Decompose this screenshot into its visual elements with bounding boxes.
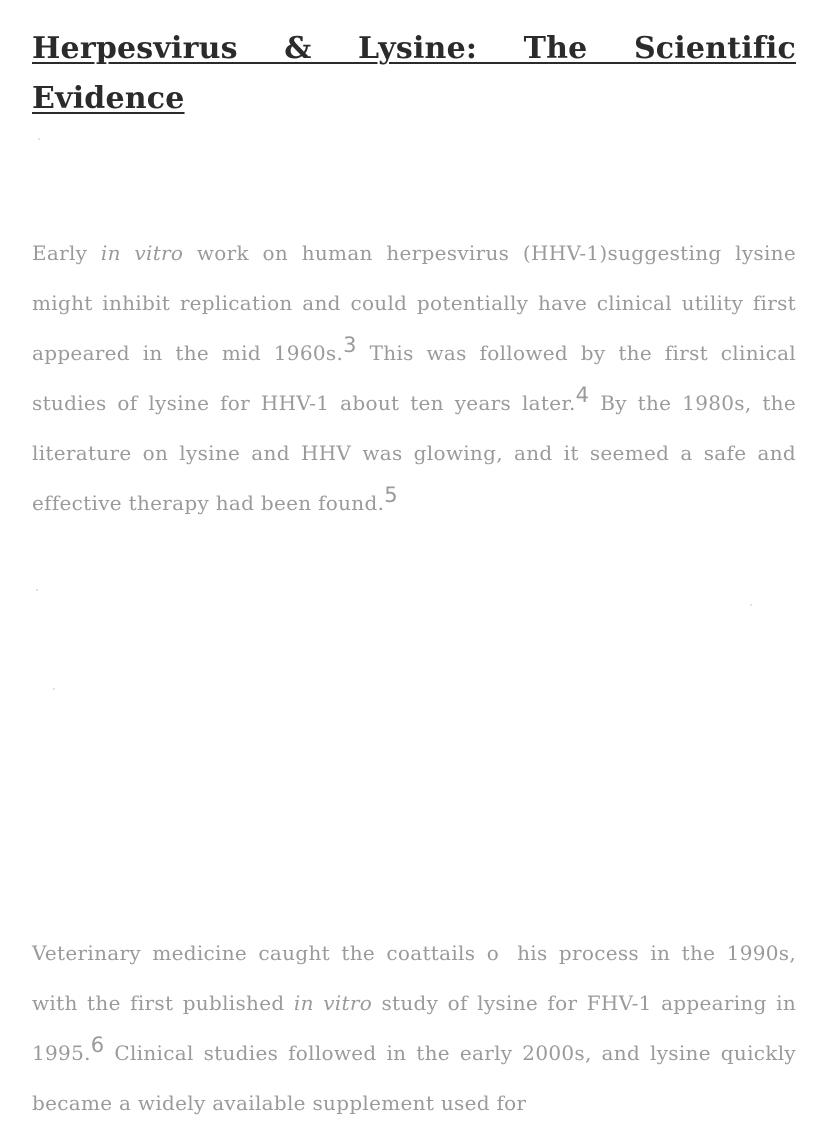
article-title: Herpesvirus & Lysine: The Scientific Evidence bbox=[32, 31, 796, 116]
paragraph-text: Veterinary medicine caught the coattails o bbox=[32, 941, 500, 965]
paragraph-text: study of lysine for FHV-1 appearing in 1995. bbox=[32, 991, 797, 1065]
footnote-ref[interactable]: 6 bbox=[90, 1033, 105, 1057]
italic-term: in vitro bbox=[293, 991, 373, 1015]
footnote-ref[interactable]: 3 bbox=[343, 333, 357, 357]
scan-speck bbox=[38, 138, 40, 140]
paragraph-text: his process in the 1990s, with the first published bbox=[32, 941, 796, 1015]
paragraph-text: This was followed by the first clinical studies of lysine for HHV-1 about ten years later. bbox=[32, 341, 796, 415]
scan-speck bbox=[53, 688, 55, 690]
italic-term: in vitro bbox=[100, 241, 184, 265]
footnote-ref[interactable]: 4 bbox=[575, 383, 590, 407]
paragraph-text: Early bbox=[32, 241, 101, 265]
paragraph-text: Clinical studies followed in the early 2000s, and lysine quickly became a widely available supplement used for bbox=[32, 1041, 796, 1115]
paragraph-veterinary bbox=[32, 928, 796, 1128]
paragraph-lysine-history bbox=[32, 228, 796, 528]
paragraph-text: work on human herpesvirus (HHV-1)suggesting lysine might inhibit replication and could potentially have clinical utility first appeared in the mid 1960s. bbox=[32, 241, 796, 365]
paragraph-text: By the 1980s, the literature on lysine and HHV was glowing, and it seemed a safe and effective therapy had been found. bbox=[32, 391, 796, 515]
scan-speck bbox=[36, 589, 38, 591]
scan-speck bbox=[750, 604, 752, 606]
footnote-ref[interactable]: 5 bbox=[384, 483, 398, 507]
